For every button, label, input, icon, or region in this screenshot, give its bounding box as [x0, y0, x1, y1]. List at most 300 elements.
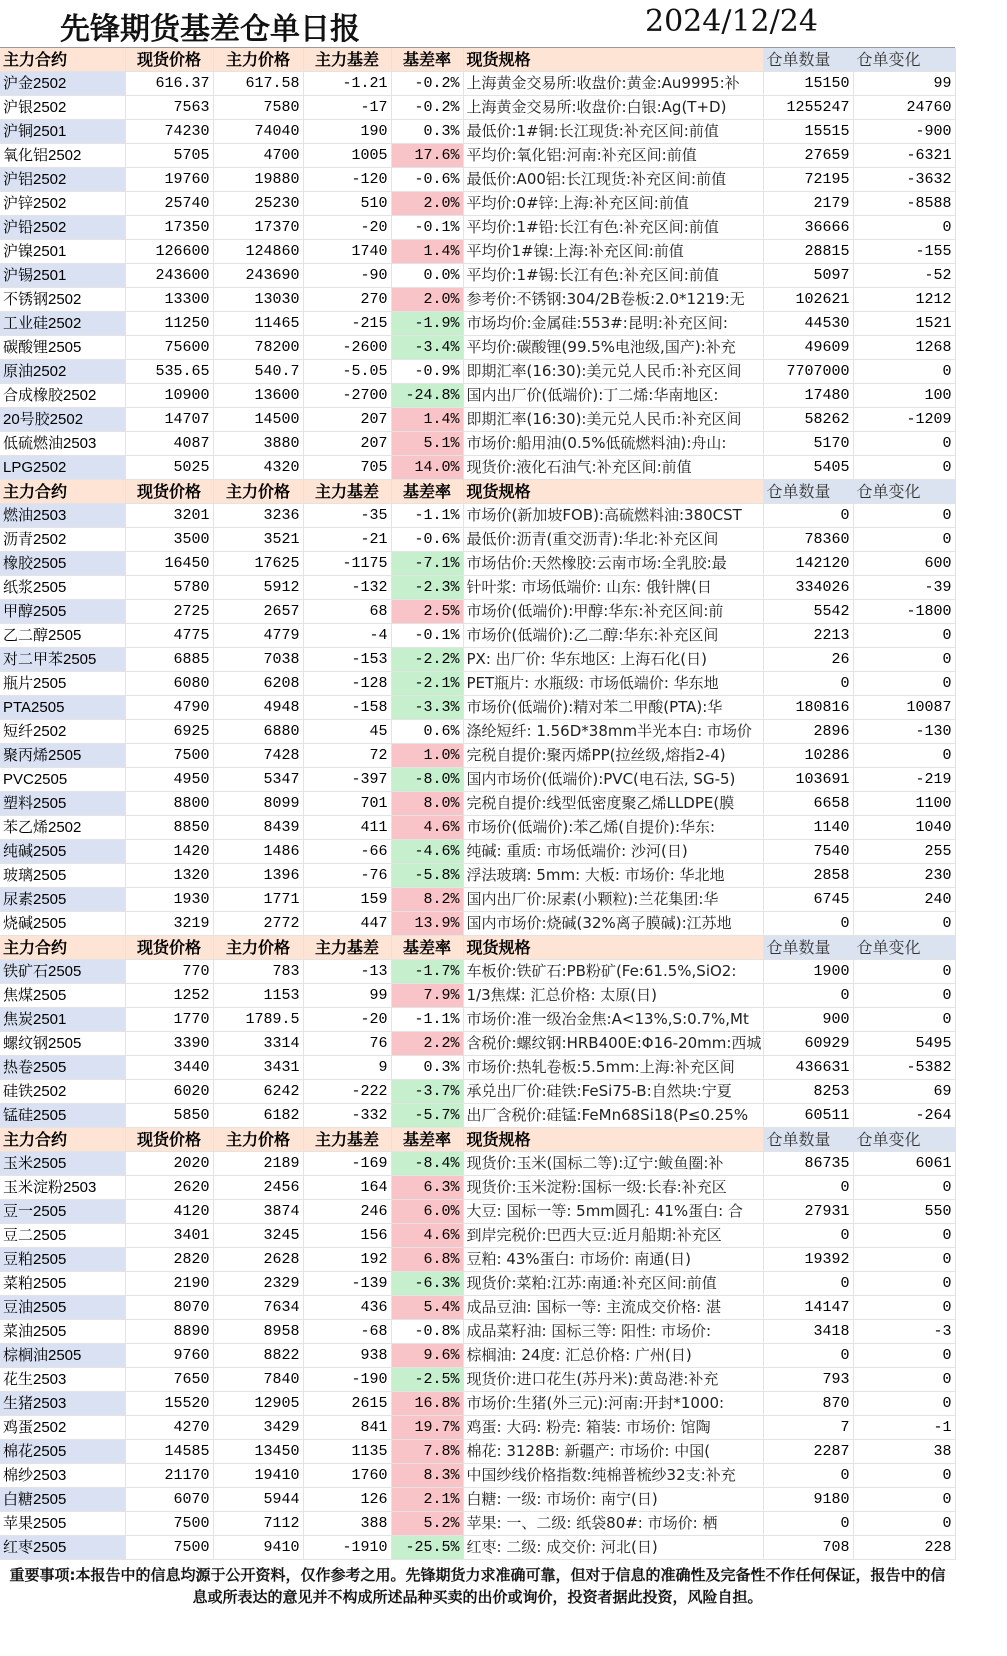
table-cell: -1.9% — [391, 312, 463, 336]
table-cell: -4 — [303, 624, 391, 648]
table-cell: 玉米2505 — [0, 1152, 125, 1176]
table-cell: 8070 — [125, 1296, 213, 1320]
table-row — [0, 312, 955, 336]
table-cell: 国内市场价(低端价):PVC(电石法, SG-5) — [463, 768, 763, 792]
table-cell: 现货价:进口花生(苏丹米):黄岛港:补充 — [463, 1368, 763, 1392]
table-row — [0, 648, 955, 672]
table-cell: 3874 — [213, 1200, 303, 1224]
table-cell: 8850 — [125, 816, 213, 840]
table-row — [0, 144, 955, 168]
table-cell: 平均价:0#锌:上海:补充区间:前值 — [463, 192, 763, 216]
table-cell: 27931 — [763, 1200, 853, 1224]
table-cell: 6.0% — [391, 1200, 463, 1224]
table-cell: 7540 — [763, 840, 853, 864]
table-cell: 126600 — [125, 240, 213, 264]
table-cell: -13 — [303, 960, 391, 984]
column-header: 主力合约 — [0, 480, 125, 504]
table-cell: 0 — [853, 1008, 955, 1032]
table-cell: 成品豆油: 国标一等: 主流成交价格: 湛 — [463, 1296, 763, 1320]
table-cell: 4779 — [213, 624, 303, 648]
table-cell: 5.4% — [391, 1296, 463, 1320]
table-cell: 17480 — [763, 384, 853, 408]
table-cell: 1040 — [853, 816, 955, 840]
table-cell: 49609 — [763, 336, 853, 360]
table-cell: 8.0% — [391, 792, 463, 816]
table-row — [0, 792, 955, 816]
table-cell: 180816 — [763, 696, 853, 720]
table-cell: 5.1% — [391, 432, 463, 456]
table-cell: 7500 — [125, 744, 213, 768]
column-header: 现货价格 — [125, 480, 213, 504]
table-cell: 1140 — [763, 816, 853, 840]
table-cell: 棕榈油2505 — [0, 1344, 125, 1368]
table-cell: 花生2503 — [0, 1368, 125, 1392]
table-cell: 228 — [853, 1536, 955, 1560]
table-cell: 938 — [303, 1344, 391, 1368]
column-header: 现货规格 — [463, 48, 763, 72]
table-cell: 510 — [303, 192, 391, 216]
table-cell: 含税价:螺纹钢:HRB400E:Φ16-20mm:西城 — [463, 1032, 763, 1056]
table-cell: 0 — [853, 624, 955, 648]
table-cell: 8958 — [213, 1320, 303, 1344]
table-cell: -1 — [853, 1416, 955, 1440]
table-cell: 2213 — [763, 624, 853, 648]
table-cell: 2615 — [303, 1392, 391, 1416]
table-cell: 棕榈油: 24度: 汇总价格: 广州(日) — [463, 1344, 763, 1368]
table-cell: 1255247 — [763, 96, 853, 120]
table-cell: 菜粕2505 — [0, 1272, 125, 1296]
table-cell: 5170 — [763, 432, 853, 456]
table-cell: 0 — [853, 1176, 955, 1200]
table-cell: 25740 — [125, 192, 213, 216]
table-cell: 24760 — [853, 96, 955, 120]
table-row — [0, 1224, 955, 1248]
table-cell: -0.1% — [391, 216, 463, 240]
column-header: 仓单数量 — [763, 1128, 853, 1152]
table-row — [0, 1176, 955, 1200]
table-cell: 4948 — [213, 696, 303, 720]
table-cell: 0 — [763, 1176, 853, 1200]
table-cell: 783 — [213, 960, 303, 984]
table-cell: 7840 — [213, 1368, 303, 1392]
table-row — [0, 672, 955, 696]
table-cell: 4087 — [125, 432, 213, 456]
table-cell: 8.2% — [391, 888, 463, 912]
table-cell: 5.2% — [391, 1512, 463, 1536]
table-cell: 7038 — [213, 648, 303, 672]
table-cell: 8.3% — [391, 1464, 463, 1488]
table-cell: 0 — [853, 672, 955, 696]
table-cell: 5705 — [125, 144, 213, 168]
table-cell: -8.0% — [391, 768, 463, 792]
column-header: 现货规格 — [463, 936, 763, 960]
column-header: 主力基差 — [303, 1128, 391, 1152]
table-row — [0, 1392, 955, 1416]
table-cell: 市场价:生猪(外三元):河南:开封*1000: — [463, 1392, 763, 1416]
table-cell: 1212 — [853, 288, 955, 312]
table-cell: 14707 — [125, 408, 213, 432]
table-cell: 9180 — [763, 1488, 853, 1512]
table-cell: 6925 — [125, 720, 213, 744]
table-cell: 6020 — [125, 1080, 213, 1104]
column-header: 主力合约 — [0, 48, 125, 72]
table-cell: 2189 — [213, 1152, 303, 1176]
table-cell: 2287 — [763, 1440, 853, 1464]
table-cell: 即期汇率(16:30):美元兑人民币:补充区间 — [463, 408, 763, 432]
table-row — [0, 1536, 955, 1560]
table-cell: 大豆: 国标一等: 5mm圆孔: 41%蛋白: 合 — [463, 1200, 763, 1224]
table-cell: 12905 — [213, 1392, 303, 1416]
table-cell: 短纤2502 — [0, 720, 125, 744]
column-header: 主力基差 — [303, 936, 391, 960]
table-cell: 142120 — [763, 552, 853, 576]
table-row — [0, 864, 955, 888]
column-header: 现货规格 — [463, 1128, 763, 1152]
table-cell: 最低价:沥青(重交沥青):华北:补充区间 — [463, 528, 763, 552]
table-cell: 沪金2502 — [0, 72, 125, 96]
column-header: 主力价格 — [213, 936, 303, 960]
table-row — [0, 696, 955, 720]
table-cell: 0 — [853, 960, 955, 984]
table-cell: -0.6% — [391, 528, 463, 552]
table-cell: 4270 — [125, 1416, 213, 1440]
table-cell: -2600 — [303, 336, 391, 360]
table-cell: 45 — [303, 720, 391, 744]
column-header: 仓单变化 — [853, 480, 955, 504]
table-cell: 国内出厂价:尿素(小颗粒):兰花集团:华 — [463, 888, 763, 912]
table-cell: 1486 — [213, 840, 303, 864]
table-row — [0, 1152, 955, 1176]
table-row — [0, 1200, 955, 1224]
table-cell: 平均价:氧化铝:河南:补充区间:前值 — [463, 144, 763, 168]
table-cell: PET瓶片: 水瓶级: 市场低端价: 华东地 — [463, 672, 763, 696]
table-cell: 纯碱2505 — [0, 840, 125, 864]
table-cell: 75600 — [125, 336, 213, 360]
table-cell: 沥青2502 — [0, 528, 125, 552]
table-cell: 3521 — [213, 528, 303, 552]
table-cell: 7500 — [125, 1512, 213, 1536]
table-cell: 5912 — [213, 576, 303, 600]
table-cell: 0 — [763, 1464, 853, 1488]
table-cell: -5382 — [853, 1056, 955, 1080]
table-cell: PX: 出厂价: 华东地区: 上海石化(日) — [463, 648, 763, 672]
column-header: 主力价格 — [213, 48, 303, 72]
table-cell: 126 — [303, 1488, 391, 1512]
table-cell: 2820 — [125, 1248, 213, 1272]
table-cell: -0.1% — [391, 624, 463, 648]
table-cell: -1.1% — [391, 1008, 463, 1032]
table-cell: -20 — [303, 216, 391, 240]
column-header: 主力合约 — [0, 1128, 125, 1152]
table-cell: -3.7% — [391, 1080, 463, 1104]
table-cell: 436631 — [763, 1056, 853, 1080]
table-cell: 14.0% — [391, 456, 463, 480]
table-cell: 纸浆2505 — [0, 576, 125, 600]
table-cell: -2.1% — [391, 672, 463, 696]
table-cell: 完税自提价:线型低密度聚乙烯LLDPE(膜 — [463, 792, 763, 816]
table-cell: 103691 — [763, 768, 853, 792]
table-cell: 14147 — [763, 1296, 853, 1320]
table-cell: -20 — [303, 1008, 391, 1032]
table-cell: 5850 — [125, 1104, 213, 1128]
table-cell: 19760 — [125, 168, 213, 192]
table-cell: 76 — [303, 1032, 391, 1056]
table-cell: 0 — [763, 1224, 853, 1248]
table-cell: 玉米淀粉2503 — [0, 1176, 125, 1200]
table-cell: 78200 — [213, 336, 303, 360]
table-cell: 14585 — [125, 1440, 213, 1464]
table-cell: 1/3焦煤: 汇总价格: 太原(日) — [463, 984, 763, 1008]
table-cell: 16.8% — [391, 1392, 463, 1416]
table-cell: 15515 — [763, 120, 853, 144]
table-cell: 156 — [303, 1224, 391, 1248]
table-cell: 市场价:船用油(0.5%低硫燃料油):舟山: — [463, 432, 763, 456]
table-cell: -900 — [853, 120, 955, 144]
table-row — [0, 1488, 955, 1512]
table-cell: 3201 — [125, 504, 213, 528]
table-cell: 58262 — [763, 408, 853, 432]
table-cell: 1521 — [853, 312, 955, 336]
table-cell: 6745 — [763, 888, 853, 912]
table-cell: 14500 — [213, 408, 303, 432]
table-cell: 白糖2505 — [0, 1488, 125, 1512]
table-cell: -1800 — [853, 600, 955, 624]
table-cell: -68 — [303, 1320, 391, 1344]
table-cell: 最低价:A00铝:长江现货:补充区间:前值 — [463, 168, 763, 192]
table-cell: 870 — [763, 1392, 853, 1416]
table-row — [0, 408, 955, 432]
table-cell: 9.6% — [391, 1344, 463, 1368]
table-cell: 承兑出厂价:硅铁:FeSi75-B:自然块:宁夏 — [463, 1080, 763, 1104]
table-cell: 螺纹钢2505 — [0, 1032, 125, 1056]
table-cell: PTA2505 — [0, 696, 125, 720]
table-row — [0, 1464, 955, 1488]
table-cell: 3401 — [125, 1224, 213, 1248]
table-cell: 3500 — [125, 528, 213, 552]
table-cell: 硅铁2502 — [0, 1080, 125, 1104]
table-cell: 1252 — [125, 984, 213, 1008]
table-cell: 600 — [853, 552, 955, 576]
table-cell: 红枣2505 — [0, 1536, 125, 1560]
table-cell: 0.3% — [391, 1056, 463, 1080]
column-header: 基差率 — [391, 480, 463, 504]
table-cell: 7650 — [125, 1368, 213, 1392]
table-cell: 13600 — [213, 384, 303, 408]
table-cell: 255 — [853, 840, 955, 864]
table-cell: 1760 — [303, 1464, 391, 1488]
table-cell: 2.5% — [391, 600, 463, 624]
table-cell: 0 — [853, 1368, 955, 1392]
table-cell: 447 — [303, 912, 391, 936]
table-cell: 1420 — [125, 840, 213, 864]
table-cell: -1.21 — [303, 72, 391, 96]
table-cell: 0 — [763, 1272, 853, 1296]
table-cell: 沪银2502 — [0, 96, 125, 120]
table-cell: 工业硅2502 — [0, 312, 125, 336]
table-row — [0, 288, 955, 312]
table-cell: 6242 — [213, 1080, 303, 1104]
table-cell: -264 — [853, 1104, 955, 1128]
table-cell: 159 — [303, 888, 391, 912]
table-cell: 碳酸锂2505 — [0, 336, 125, 360]
table-cell: 涤纶短纤: 1.56D*38mm半光本白: 市场价 — [463, 720, 763, 744]
table-cell: 705 — [303, 456, 391, 480]
table-cell: -215 — [303, 312, 391, 336]
table-cell: 苹果: 一、二级: 纸袋80#: 市场价: 栖 — [463, 1512, 763, 1536]
table-cell: 15520 — [125, 1392, 213, 1416]
table-row — [0, 240, 955, 264]
table-cell: PVC2505 — [0, 768, 125, 792]
table-cell: 0 — [853, 1512, 955, 1536]
table-cell: -132 — [303, 576, 391, 600]
table-cell: -332 — [303, 1104, 391, 1128]
table-cell: 市场估价:天然橡胶:云南市场:全乳胶:最 — [463, 552, 763, 576]
table-cell: 26 — [763, 648, 853, 672]
table-cell: 现货价:液化石油气:补充区间:前值 — [463, 456, 763, 480]
table-cell: 0 — [853, 528, 955, 552]
table-cell: 沪铝2502 — [0, 168, 125, 192]
table-cell: 氧化铝2502 — [0, 144, 125, 168]
table-row — [0, 1080, 955, 1104]
table-cell: 2896 — [763, 720, 853, 744]
table-cell: 锰硅2505 — [0, 1104, 125, 1128]
table-cell: 72 — [303, 744, 391, 768]
table-cell: 平均价:1#铅:长江有色:补充区间:前值 — [463, 216, 763, 240]
table-cell: 浮法玻璃: 5mm: 大板: 市场价: 华北地 — [463, 864, 763, 888]
table-cell: 6208 — [213, 672, 303, 696]
table-cell: 900 — [763, 1008, 853, 1032]
table-cell: 207 — [303, 408, 391, 432]
table-cell: 5495 — [853, 1032, 955, 1056]
table-cell: -66 — [303, 840, 391, 864]
table-row — [0, 888, 955, 912]
table-cell: -155 — [853, 240, 955, 264]
table-cell: 2657 — [213, 600, 303, 624]
table-cell: 616.37 — [125, 72, 213, 96]
table-cell: 3219 — [125, 912, 213, 936]
table-cell: 2190 — [125, 1272, 213, 1296]
disclaimer: 重要事项:本报告中的信息均源于公开资料，仅作参考之用。先锋期货力求准确可靠，但对于信息的准确性及完备性不作任何保证，报告中的信息或所表达的意见并不构成所述品种买卖的出价或询价，投资者据此投资，风险自担。 — [9, 1566, 946, 1606]
table-cell: 540.7 — [213, 360, 303, 384]
table-cell: 棉纱2503 — [0, 1464, 125, 1488]
table-cell: 纯碱: 重质: 市场低端价: 沙河(日) — [463, 840, 763, 864]
table-cell: 5347 — [213, 768, 303, 792]
table-cell: 豆粕: 43%蛋白: 市场价: 南通(日) — [463, 1248, 763, 1272]
table-cell: 5780 — [125, 576, 213, 600]
table-row — [0, 624, 955, 648]
table-cell: 1.4% — [391, 240, 463, 264]
table-cell: -4.6% — [391, 840, 463, 864]
table-cell: 1396 — [213, 864, 303, 888]
table-cell: 针叶浆: 市场低端价: 山东: 俄针牌(日 — [463, 576, 763, 600]
table-cell: 0 — [763, 504, 853, 528]
table-cell: 出厂含税价:硅锰:FeMn68Si18(P≤0.25% — [463, 1104, 763, 1128]
table-cell: -6321 — [853, 144, 955, 168]
table-cell: 99 — [303, 984, 391, 1008]
table-cell: 1.4% — [391, 408, 463, 432]
table-row — [0, 720, 955, 744]
table-cell: -3632 — [853, 168, 955, 192]
table-cell: 豆二2505 — [0, 1224, 125, 1248]
table-cell: 1268 — [853, 336, 955, 360]
table-cell: 6880 — [213, 720, 303, 744]
table-cell: 2620 — [125, 1176, 213, 1200]
table-cell: -0.9% — [391, 360, 463, 384]
table-cell: 11465 — [213, 312, 303, 336]
column-header: 现货价格 — [125, 48, 213, 72]
table-cell: 0 — [853, 360, 955, 384]
table-row — [0, 120, 955, 144]
table-row — [0, 168, 955, 192]
table-cell: -397 — [303, 768, 391, 792]
table-cell: -219 — [853, 768, 955, 792]
section-header-row — [0, 936, 955, 960]
table-cell: -5.8% — [391, 864, 463, 888]
table-cell: 平均价:碳酸锂(99.5%电池级,国产):补充 — [463, 336, 763, 360]
table-cell: 烧碱2505 — [0, 912, 125, 936]
table-cell: -90 — [303, 264, 391, 288]
table-cell: 现货价:菜粕:江苏:南通:补充区间:前值 — [463, 1272, 763, 1296]
table-cell: -39 — [853, 576, 955, 600]
table-cell: 38 — [853, 1440, 955, 1464]
table-cell: 3880 — [213, 432, 303, 456]
table-cell: 白糖: 一级: 市场价: 南宁(日) — [463, 1488, 763, 1512]
table-cell: 13030 — [213, 288, 303, 312]
table-cell: 4120 — [125, 1200, 213, 1224]
table-cell: 0 — [853, 1272, 955, 1296]
table-cell: 5542 — [763, 600, 853, 624]
table-cell: 市场价(低端价):苯乙烯(自提价):华东: — [463, 816, 763, 840]
table-cell: 0 — [853, 504, 955, 528]
table-cell: 国内市场价:烧碱(32%离子膜碱):江苏地 — [463, 912, 763, 936]
table-cell: 0 — [853, 984, 955, 1008]
table-cell: 沪镍2501 — [0, 240, 125, 264]
table-cell: 市场均价:金属硅:553#:昆明:补充区间: — [463, 312, 763, 336]
table-cell: 78360 — [763, 528, 853, 552]
table-cell: 60511 — [763, 1104, 853, 1128]
table-row — [0, 1248, 955, 1272]
table-row — [0, 432, 955, 456]
table-cell: 20号胶2502 — [0, 408, 125, 432]
table-cell: 27659 — [763, 144, 853, 168]
table-cell: 164 — [303, 1176, 391, 1200]
table-cell: 5405 — [763, 456, 853, 480]
table-cell: 0 — [763, 984, 853, 1008]
table-cell: 焦炭2501 — [0, 1008, 125, 1032]
table-cell: 4320 — [213, 456, 303, 480]
table-cell: 8253 — [763, 1080, 853, 1104]
table-cell: 21170 — [125, 1464, 213, 1488]
table-row — [0, 384, 955, 408]
table-cell: 焦煤2505 — [0, 984, 125, 1008]
table-cell: 16450 — [125, 552, 213, 576]
table-cell: 2772 — [213, 912, 303, 936]
table-cell: -6.3% — [391, 1272, 463, 1296]
table-cell: 8822 — [213, 1344, 303, 1368]
table-cell: 0 — [853, 1344, 955, 1368]
table-cell: 3314 — [213, 1032, 303, 1056]
table-cell: 甲醇2505 — [0, 600, 125, 624]
table-cell: -0.8% — [391, 1320, 463, 1344]
column-header: 仓单变化 — [853, 48, 955, 72]
table-row — [0, 912, 955, 936]
table-cell: 44530 — [763, 312, 853, 336]
table-cell: -8588 — [853, 192, 955, 216]
table-row — [0, 1440, 955, 1464]
table-cell: 棉花: 3128B: 新疆产: 市场价: 中国( — [463, 1440, 763, 1464]
table-cell: 2329 — [213, 1272, 303, 1296]
table-row — [0, 1320, 955, 1344]
